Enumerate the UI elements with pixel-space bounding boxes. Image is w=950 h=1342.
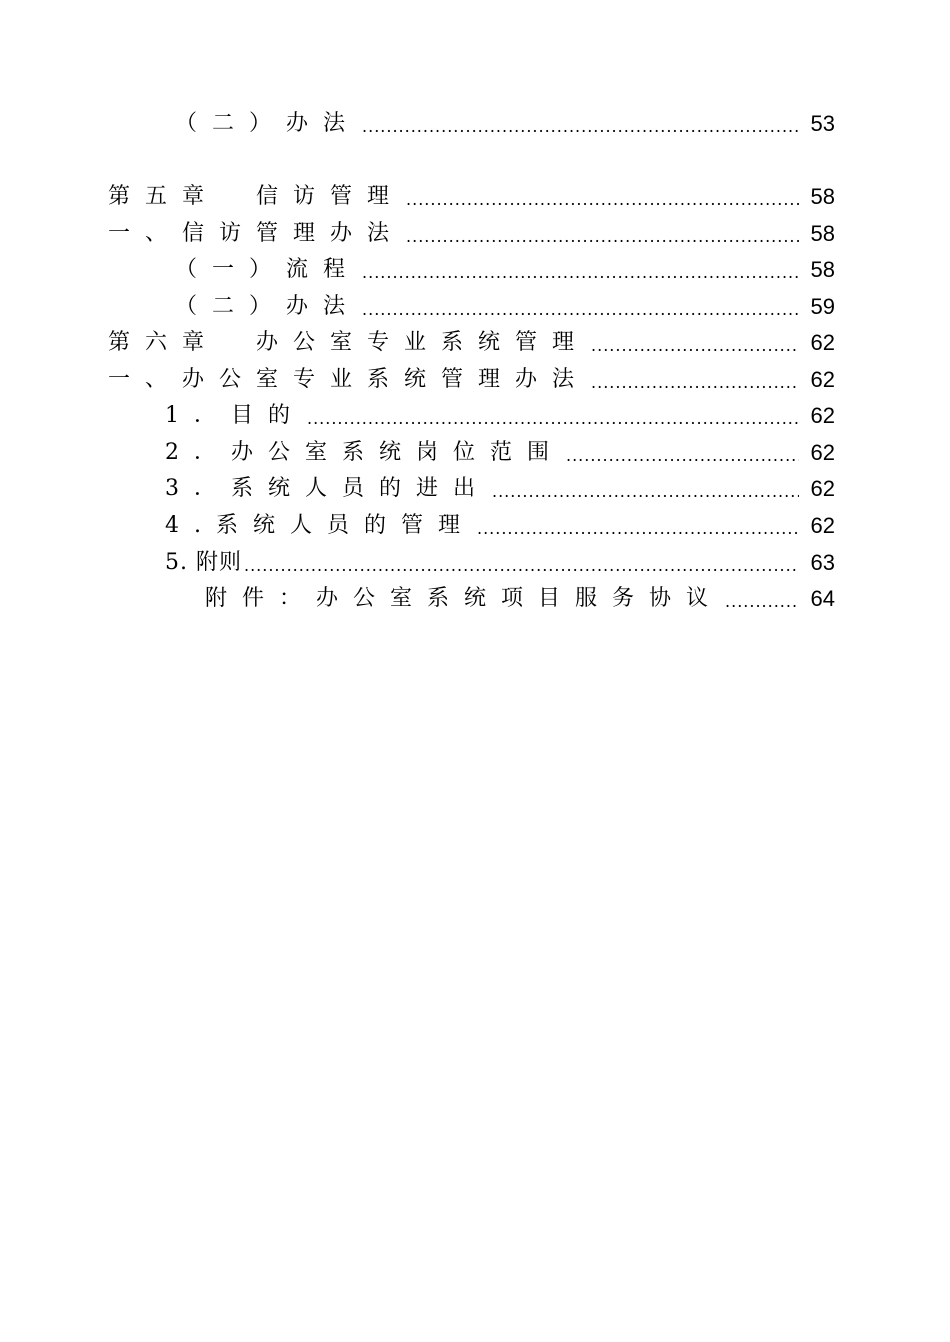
toc-entry-supplementary[interactable] [165, 546, 835, 580]
toc-page-number: 58 [810, 184, 835, 209]
toc-entry-text: 一、办公室专业系统管理办法 [108, 367, 590, 392]
toc-entry-staff-in-out[interactable] [165, 472, 835, 506]
toc-leader-dots [566, 442, 799, 470]
toc-page-number: 64 [810, 586, 835, 611]
toc-page-number: 62 [810, 476, 835, 501]
toc-entry-text: 第六章 办公室专业系统管理 [108, 330, 590, 355]
toc-entry-text: （二）办法 [175, 111, 361, 136]
toc-entry-staff-management[interactable] [165, 509, 835, 543]
toc-page-number: 53 [810, 111, 835, 136]
toc-leader-dots [725, 588, 799, 616]
toc-leader-dots [406, 223, 799, 251]
toc-entry-method-2[interactable] [175, 290, 835, 324]
toc-entry-petition-rules[interactable] [108, 217, 835, 251]
toc-page-number: 62 [810, 330, 835, 355]
toc-leader-dots [406, 186, 799, 214]
toc-leader-dots [591, 369, 799, 397]
toc-entry-text: （一）流程 [175, 257, 361, 282]
toc-entry-item-method-1[interactable] [175, 107, 835, 141]
toc-page-number: 63 [810, 550, 835, 575]
toc-page-number: 62 [810, 440, 835, 465]
toc-page-number: 58 [810, 257, 835, 282]
toc-entry-scope[interactable] [165, 436, 835, 470]
toc-page-number: 62 [810, 367, 835, 392]
toc-leader-dots [362, 113, 799, 141]
toc-entry-text: 一、信访管理办法 [108, 221, 405, 246]
toc-page-number: 58 [810, 221, 835, 246]
toc-page-number: 62 [810, 513, 835, 538]
toc-entry-text: 1．目的 [165, 403, 305, 428]
toc-entry-purpose[interactable] [165, 399, 835, 433]
toc-entry-text: 2．办公室系统岗位范围 [165, 440, 564, 465]
toc-leader-dots [492, 478, 799, 506]
toc-entry-text: 3．系统人员的进出 [165, 476, 490, 501]
toc-page-number: 62 [810, 403, 835, 428]
toc-entry-chapter-6[interactable] [108, 326, 835, 360]
toc-leader-dots [244, 552, 799, 580]
toc-entry-text: 4.系统人员的管理 [165, 513, 475, 538]
toc-page-number: 59 [810, 294, 835, 319]
toc-entry-office-system-rules[interactable] [108, 363, 835, 397]
toc-entry-text: 5. 附则 [165, 550, 242, 575]
toc-entry-chapter-5[interactable] [108, 180, 835, 214]
toc-leader-dots [362, 296, 799, 324]
toc-entry-text: 第五章 信访管理 [108, 184, 405, 209]
toc-entry-text: 附件：办公室系统项目服务协议 [205, 586, 724, 611]
toc-leader-dots [362, 259, 799, 287]
toc-leader-dots [307, 405, 799, 433]
toc-entry-process[interactable] [175, 253, 835, 287]
toc-leader-dots [477, 515, 799, 543]
toc-leader-dots [591, 332, 799, 360]
toc-entry-text: （二）办法 [175, 294, 361, 319]
toc-entry-appendix[interactable] [205, 582, 835, 616]
